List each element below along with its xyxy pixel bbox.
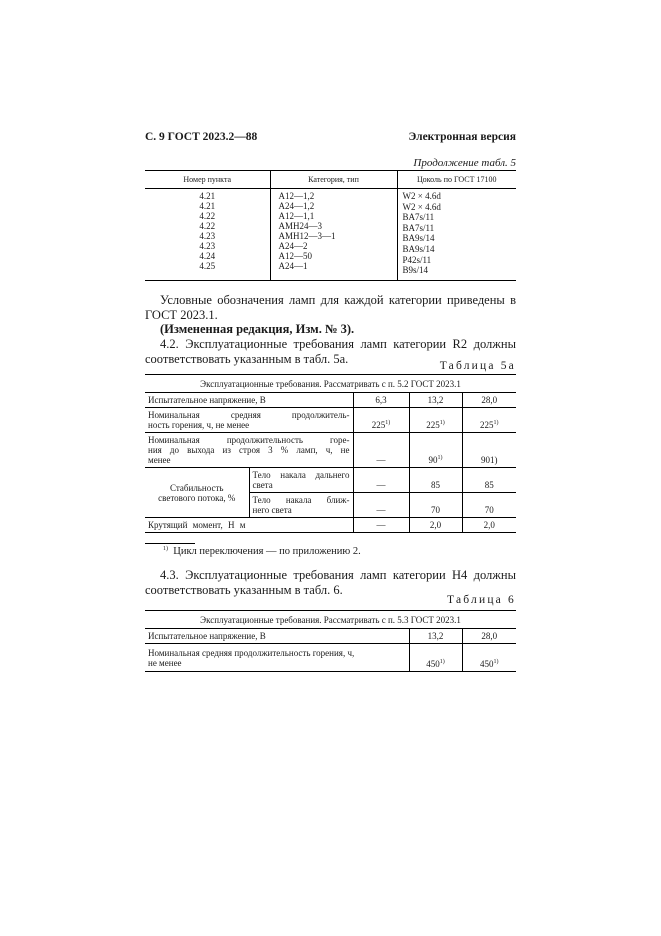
clause-4-3-line1: 4.3. Эксплуатационные требования ламп категории H4 должны: [160, 568, 516, 582]
page-number-standard: С. 9 ГОСТ 2023.2—88: [145, 131, 258, 143]
table5-continuation: [145, 170, 516, 281]
clause-4-3-line2: соответствовать указанным в табл. 6.: [145, 583, 343, 597]
list-item: P42s/11: [402, 254, 432, 265]
far-beam-value: 85: [462, 468, 516, 493]
voltage-value: 28,0: [462, 629, 516, 644]
life3-label-line1: Номинальная продолжительность горе-: [148, 435, 350, 445]
voltage-value: 13,2: [409, 629, 462, 644]
table-row: [145, 393, 516, 408]
torque-label: Крутящий момент, Н м: [145, 518, 353, 533]
list-item: AMH12—3—1: [278, 231, 336, 241]
life3-label-line3: менее: [148, 455, 171, 465]
list-item: BA9s/14: [402, 233, 435, 244]
clause-4-2-line2: соответствовать указанным в табл. 5а.: [145, 352, 349, 366]
col-header-category: Категория, тип: [270, 171, 397, 189]
far-beam-value: 85: [409, 468, 462, 493]
life-label-line1: Номинальная средняя продолжитель-: [148, 410, 350, 420]
clause-4-2-line1: 4.2. Эксплуатационные требования ламп категории R2 должны: [160, 337, 516, 351]
far-beam-value: —: [353, 468, 409, 493]
category-list: [271, 191, 397, 271]
life-value: 450: [426, 659, 440, 669]
footnote-text: Цикл переключения — по приложению 2.: [173, 546, 361, 557]
table-header-row: [145, 171, 516, 189]
list-item: A12—50: [278, 251, 312, 261]
footnote-mark: 1): [439, 659, 445, 665]
voltage-value: 13,2: [409, 393, 462, 408]
near-beam-value: 70: [409, 493, 462, 518]
torque-value: 2,0: [409, 518, 462, 533]
table5-continuation-caption: Продолжение табл. 5: [413, 157, 516, 169]
table6-caption: Таблица 6: [447, 594, 516, 606]
life-value: 225: [480, 420, 494, 430]
life-value: 450: [480, 659, 494, 669]
footnote-divider: [145, 543, 195, 544]
list-item: BA9s/14: [402, 243, 435, 254]
stability-label-line2: светового потока, %: [158, 492, 236, 503]
table-body-row: [145, 189, 516, 281]
list-item: AMH24—3: [278, 221, 323, 231]
list-item: 4.24: [199, 251, 216, 261]
near-beam-value: —: [353, 493, 409, 518]
footnote-mark: 1): [493, 420, 499, 426]
far-beam-label-line2: света: [252, 480, 273, 490]
footnote-mark: 1): [437, 455, 443, 461]
life3-label-line2: ния до выхода из строя 3 % ламп, ч, не: [148, 445, 350, 455]
table6: [145, 610, 516, 672]
table-row: [145, 433, 516, 468]
table-row: [145, 468, 516, 493]
table-row: [145, 518, 516, 533]
far-beam-label-line1: Тело накала дальнего: [252, 470, 350, 480]
list-item: A24—1,2: [278, 201, 315, 211]
list-item: A24—2: [278, 241, 308, 251]
footnote: [163, 546, 361, 557]
life3-value: 901): [462, 433, 516, 468]
revision-note: (Измененная редакция, Изм. № 3).: [160, 322, 355, 336]
table5a-caption: Таблица 5а: [439, 360, 516, 372]
col-header-base: Цоколь по ГОСТ 17100: [397, 171, 516, 189]
list-item: A12—1,1: [278, 211, 315, 221]
near-beam-label-line1: Тело накала ближ-: [252, 495, 350, 505]
list-item: 4.22: [199, 221, 216, 231]
table-row: [145, 408, 516, 433]
footnote-mark: 1): [493, 659, 499, 665]
life-label-line1: Номинальная средняя продолжительность горения, ч,: [148, 648, 355, 658]
voltage-label: Испытательное напряжение, В: [145, 629, 409, 644]
footnote-mark: 1): [163, 546, 168, 552]
table-row: [145, 644, 516, 672]
designation-paragraph-line2: ГОСТ 2023.1.: [145, 308, 218, 322]
table-row: [145, 611, 516, 629]
electronic-version-label: Электронная версия: [408, 131, 516, 143]
list-item: W2 × 4.6d: [402, 191, 441, 201]
list-item: 4.23: [199, 231, 216, 241]
table6-header: Эксплуатационные требования. Рассматривать с п. 5.3 ГОСТ 2023.1: [145, 611, 516, 629]
near-beam-value: 70: [462, 493, 516, 518]
list-item: 4.25: [199, 261, 216, 271]
stability-label-line1: Стабильность: [170, 482, 224, 493]
table5a-header: Эксплуатационные требования. Рассматривать с п. 5.2 ГОСТ 2023.1: [145, 375, 516, 393]
list-item: W2 × 4.6d: [402, 201, 441, 212]
footnote-mark: 1): [385, 420, 391, 426]
table-row: [145, 375, 516, 393]
list-item: 4.21: [199, 201, 216, 211]
table-row: [145, 629, 516, 644]
voltage-label: Испытательное напряжение, В: [145, 393, 353, 408]
near-beam-label-line2: него света: [252, 505, 292, 515]
life-label-line2: не менее: [148, 658, 182, 668]
life-value: 225: [371, 420, 386, 430]
voltage-value: 28,0: [462, 393, 516, 408]
table5a: [145, 374, 516, 533]
voltage-value: 6,3: [353, 393, 409, 408]
list-item: BA7s/11: [402, 212, 435, 223]
designation-paragraph-line1: Условные обозначения ламп для каждой категории приведены в: [160, 293, 516, 307]
list-item: BA7s/11: [402, 222, 435, 233]
list-item: 4.22: [199, 211, 216, 221]
torque-value: 2,0: [462, 518, 516, 533]
life3-value: 90: [428, 455, 438, 465]
list-item: B9s/14: [402, 265, 429, 276]
torque-value: —: [353, 518, 409, 533]
life3-value: —: [353, 433, 409, 468]
list-item: 4.23: [199, 241, 216, 251]
footnote-mark: 1): [439, 420, 445, 426]
life-label-line2: ность горения, ч, не менее: [148, 420, 250, 430]
list-item: 4.21: [199, 191, 216, 201]
col-header-item-number: Номер пункта: [145, 171, 270, 189]
list-item: A12—1,2: [278, 191, 315, 201]
list-item: A24—1: [278, 261, 308, 271]
life-value: 225: [426, 420, 440, 430]
item-number-list: [145, 191, 270, 271]
base-list: [398, 191, 517, 276]
